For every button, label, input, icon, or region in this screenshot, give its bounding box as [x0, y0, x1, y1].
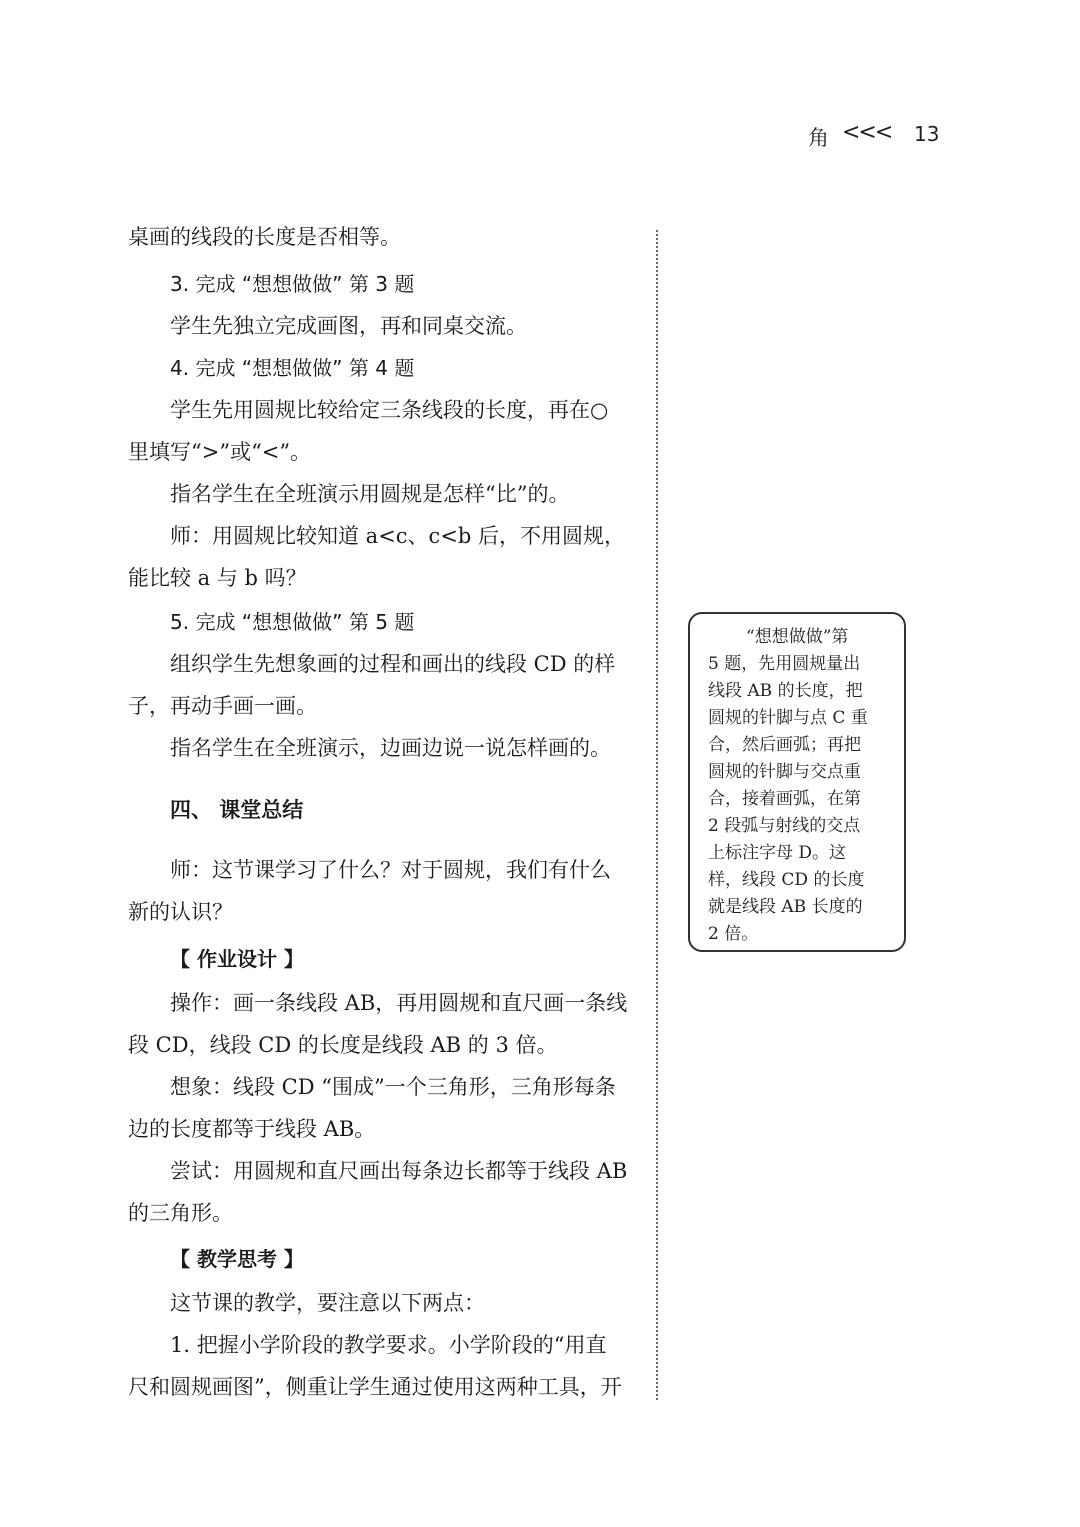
page-number: 13	[914, 122, 940, 146]
text-line: 师：这节课学习了什么？对于圆规，我们有什么	[170, 858, 611, 882]
text-line: 能比较 a 与 b 吗？	[128, 566, 307, 590]
step-heading: 5. 完成 “想想做做” 第 5 题	[170, 610, 415, 634]
note-line: “想想做做”第	[746, 627, 849, 647]
side-note	[688, 612, 906, 952]
text-line: 段 CD，线段 CD 的长度是线段 AB 的 3 倍。	[128, 1033, 558, 1057]
text-line: 师：用圆规比较知道 a<c、c<b 后，不用圆规，	[170, 524, 626, 548]
text-line: 尺和圆规画图”，侧重让学生通过使用这两种工具，开	[128, 1375, 622, 1399]
note-line: 上标注字母 D。这	[708, 843, 847, 863]
text-line: 组织学生先想象画的过程和画出的线段 CD 的样	[170, 652, 616, 676]
column-divider	[656, 230, 658, 1400]
note-line: 就是线段 AB 长度的	[708, 897, 863, 917]
text-line: 边的长度都等于线段 AB。	[128, 1117, 376, 1141]
text-line: 操作：画一条线段 AB，再用圆规和直尺画一条线	[170, 991, 628, 1015]
text-line: 新的认识？	[128, 900, 233, 924]
note-line: 合，然后画弧；再把	[708, 735, 861, 755]
text-line: 这节课的教学，要注意以下两点：	[170, 1291, 485, 1315]
section-heading: 四、 课堂总结	[170, 798, 304, 822]
text-line: 想象：线段 CD “围成”一个三角形，三角形每条	[170, 1075, 616, 1099]
text-line: 学生先用圆规比较给定三条线段的长度，再在○	[170, 398, 609, 422]
note-line: 线段 AB 的长度，把	[708, 681, 863, 701]
note-line: 合，接着画弧，在第	[708, 789, 861, 809]
note-line: 样，线段 CD 的长度	[708, 870, 865, 890]
text-line: 尝试：用圆规和直尺画出每条边长都等于线段 AB	[170, 1159, 628, 1183]
note-line: 2 段弧与射线的交点	[708, 816, 861, 836]
note-line: 5 题，先用圆规量出	[708, 654, 861, 674]
text-line: 学生先独立完成画图，再和同桌交流。	[170, 314, 527, 338]
section-title: 角	[808, 126, 829, 150]
text-line: 1. 把握小学阶段的教学要求。小学阶段的“用直	[170, 1333, 607, 1357]
bracket-heading: 【 作业设计 】	[170, 947, 304, 971]
note-line: 圆规的针脚与点 C 重	[708, 708, 868, 728]
page-header	[800, 118, 960, 152]
text-line: 桌画的线段的长度是否相等。	[128, 225, 401, 249]
text-line: 里填写“>”或“<”。	[128, 440, 312, 464]
text-line: 的三角形。	[128, 1201, 233, 1225]
note-line: 2 倍。	[708, 924, 759, 944]
bracket-heading: 【 教学思考 】	[170, 1247, 304, 1271]
text-line: 指名学生在全班演示，边画边说一说怎样画的。	[170, 736, 611, 760]
step-heading: 4. 完成 “想想做做” 第 4 题	[170, 356, 415, 380]
note-line: 圆规的针脚与交点重	[708, 762, 861, 782]
step-heading: 3. 完成 “想想做做” 第 3 题	[170, 272, 415, 296]
chevron-left-icon: <<<	[842, 120, 892, 145]
text-line: 子，再动手画一画。	[128, 694, 317, 718]
text-line: 指名学生在全班演示用圆规是怎样“比”的。	[170, 482, 570, 506]
